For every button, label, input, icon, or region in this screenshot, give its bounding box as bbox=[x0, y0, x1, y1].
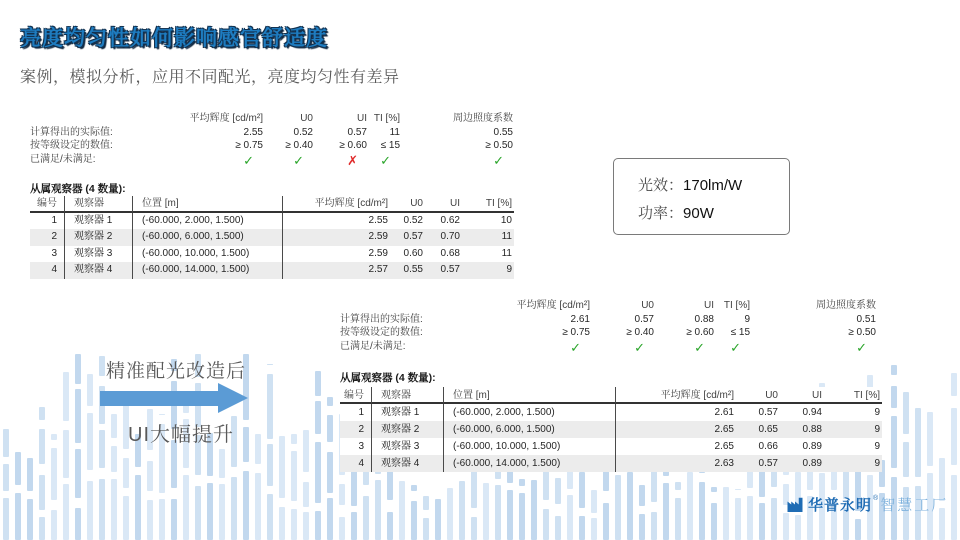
table-cell: 2.65 bbox=[616, 421, 736, 438]
summary-target-value: ≥ 0.60 bbox=[339, 140, 367, 151]
summary-header: 平均辉度 [cd/m²] bbox=[189, 113, 263, 124]
column-header: 平均辉度 [cd/m²] bbox=[616, 387, 736, 404]
summary-row-label: 计算得出的实际值: bbox=[340, 313, 423, 325]
table-cell: (-60.000, 2.000, 1.500) bbox=[444, 404, 616, 421]
table-cell: 0.94 bbox=[802, 407, 822, 418]
arrow-head-icon bbox=[218, 383, 248, 413]
column-header: 观察器 bbox=[65, 196, 133, 213]
table-cell: 0.55 bbox=[390, 262, 425, 279]
table-cell: 0.66 bbox=[758, 441, 778, 452]
cross-icon: ✗ bbox=[347, 152, 358, 168]
page-title: 亮度均匀性如何影响感官舒适度 bbox=[20, 27, 328, 50]
table-cell: 2.55 bbox=[368, 214, 388, 226]
summary-actual-value: 0.51 bbox=[856, 313, 876, 325]
summary-row-label: 按等级设定的数值: bbox=[340, 327, 423, 338]
table-cell: 3 bbox=[30, 246, 65, 263]
check-icon: ✓ bbox=[243, 152, 254, 168]
annotation-bottom-text: UI大幅提升 bbox=[128, 424, 234, 446]
summary-actual-value: 9 bbox=[744, 313, 750, 325]
table-cell: (-60.000, 10.000, 1.500) bbox=[444, 438, 616, 455]
factory-logo-icon bbox=[786, 495, 804, 514]
column-header: TI [%] bbox=[824, 387, 882, 404]
summary-target-value: ≥ 0.40 bbox=[285, 140, 313, 151]
summary-target-value: ≥ 0.60 bbox=[686, 327, 714, 338]
table-cell: (-60.000, 14.000, 1.500) bbox=[444, 455, 616, 472]
table-cell: 3 bbox=[340, 438, 372, 455]
column-header: 位置 [m] bbox=[444, 387, 616, 404]
efficacy-value: 170lm/W bbox=[683, 177, 743, 194]
summary-actual-value: 0.52 bbox=[293, 126, 313, 138]
column-header: UI bbox=[425, 196, 462, 213]
table-cell: 9 bbox=[874, 441, 880, 452]
summary-target-value: ≥ 0.40 bbox=[626, 327, 654, 338]
table-cell: 9 bbox=[874, 407, 880, 418]
check-icon: ✓ bbox=[694, 339, 705, 355]
table-cell: 观察器 2 bbox=[372, 421, 444, 438]
summary-header: 平均辉度 [cd/m²] bbox=[516, 300, 590, 311]
check-icon: ✓ bbox=[493, 152, 504, 168]
table-cell: (-60.000, 14.000, 1.500) bbox=[133, 262, 283, 279]
arrow-icon bbox=[100, 391, 218, 406]
column-header: 平均辉度 [cd/m²] bbox=[283, 196, 390, 213]
table-cell: 0.65 bbox=[736, 421, 780, 438]
table-cell: 2 bbox=[340, 421, 372, 438]
summary-actual-value: 2.61 bbox=[570, 313, 590, 325]
subtitle: 案例，模拟分析，应用不同配光，亮度均匀性有差异 bbox=[20, 69, 400, 86]
table-cell: 观察器 1 bbox=[65, 213, 133, 230]
table-cell: 0.89 bbox=[780, 455, 824, 472]
logo-suffix-text: 智慧工厂 bbox=[880, 497, 949, 514]
table-cell: 9 bbox=[824, 421, 882, 438]
summary-target-value: ≥ 0.75 bbox=[235, 140, 263, 151]
summary-corner bbox=[340, 299, 470, 313]
table-cell: 0.88 bbox=[780, 421, 824, 438]
check-icon: ✓ bbox=[856, 339, 867, 355]
observer-table-title-after: 从属观察器 (4 数量): bbox=[340, 372, 436, 384]
column-header: 编号 bbox=[30, 196, 65, 213]
table-cell: 2.59 bbox=[368, 247, 388, 259]
summary-header: TI [%] bbox=[373, 113, 400, 124]
power-value: 90W bbox=[683, 205, 714, 222]
summary-actual-value: 2.55 bbox=[243, 126, 263, 138]
power-line bbox=[638, 200, 789, 228]
column-header: 位置 [m] bbox=[133, 196, 283, 213]
table-cell: 11 bbox=[501, 247, 512, 259]
check-icon: ✓ bbox=[570, 339, 581, 355]
summary-header: 周边照度系数 bbox=[816, 300, 876, 311]
table-cell: 观察器 2 bbox=[65, 229, 133, 246]
table-cell: 9 bbox=[462, 262, 514, 279]
table-cell: 观察器 4 bbox=[372, 455, 444, 472]
summary-actual-value: 0.57 bbox=[634, 313, 654, 325]
table-cell: 观察器 3 bbox=[65, 246, 133, 263]
table-cell: 0.70 bbox=[425, 229, 462, 246]
summary-actual-value: 11 bbox=[389, 126, 400, 138]
summary-table-before bbox=[30, 112, 513, 166]
summary-actual-value: 0.88 bbox=[694, 313, 714, 325]
table-cell: 2.57 bbox=[283, 262, 390, 279]
table-cell: 9 bbox=[824, 455, 882, 472]
column-header: U0 bbox=[390, 196, 425, 213]
summary-row-label: 计算得出的实际值: bbox=[30, 126, 113, 138]
check-icon: ✓ bbox=[293, 152, 304, 168]
table-cell: 1 bbox=[340, 404, 372, 421]
summary-row-label: 已满足/未满足: bbox=[340, 340, 406, 352]
summary-target-value: ≤ 15 bbox=[380, 140, 400, 151]
table-cell: 0.57 bbox=[425, 262, 462, 279]
table-cell: 观察器 3 bbox=[372, 438, 444, 455]
observer-table-after bbox=[340, 387, 882, 472]
table-cell: 0.57 bbox=[758, 407, 778, 418]
logo-brand-text: 华普永明 bbox=[808, 497, 873, 514]
table-cell: 2.61 bbox=[714, 407, 734, 418]
summary-table-after bbox=[340, 299, 876, 353]
check-icon: ✓ bbox=[634, 339, 645, 355]
table-cell: 0.57 bbox=[390, 229, 425, 246]
table-cell: 1 bbox=[30, 213, 65, 230]
table-cell: 0.52 bbox=[403, 214, 423, 226]
summary-header: U0 bbox=[300, 113, 313, 124]
table-cell: 10 bbox=[500, 214, 512, 226]
table-cell: 2 bbox=[30, 229, 65, 246]
table-cell: (-60.000, 10.000, 1.500) bbox=[133, 246, 283, 263]
observer-table-title-before: 从属观察器 (4 数量): bbox=[30, 183, 126, 195]
summary-row-label: 按等级设定的数值: bbox=[30, 140, 113, 151]
column-header: 观察器 bbox=[372, 387, 444, 404]
summary-actual-value: 0.57 bbox=[347, 126, 367, 138]
observer-table-before bbox=[30, 196, 514, 279]
summary-target-value: ≤ 15 bbox=[730, 327, 750, 338]
summary-header: 周边照度系数 bbox=[453, 113, 513, 124]
efficacy-label: 光效： bbox=[638, 177, 684, 194]
column-header: UI bbox=[780, 387, 824, 404]
table-cell: 0.60 bbox=[403, 247, 423, 259]
column-header: 编号 bbox=[340, 387, 372, 404]
spec-info-box bbox=[613, 158, 790, 235]
column-header: TI [%] bbox=[462, 196, 514, 213]
summary-actual-value: 0.55 bbox=[493, 126, 513, 138]
table-cell: 4 bbox=[30, 262, 65, 279]
check-icon: ✓ bbox=[380, 152, 391, 168]
table-cell: (-60.000, 6.000, 1.500) bbox=[444, 421, 616, 438]
table-cell: 0.62 bbox=[440, 214, 460, 226]
table-cell: (-60.000, 2.000, 1.500) bbox=[133, 213, 283, 230]
annotation-top-text: 精准配光改造后 bbox=[106, 361, 247, 382]
summary-header: TI [%] bbox=[723, 300, 750, 311]
column-header: U0 bbox=[736, 387, 780, 404]
efficacy-line bbox=[638, 172, 789, 200]
table-cell: 0.89 bbox=[802, 441, 822, 452]
summary-target-value: ≥ 0.50 bbox=[485, 140, 513, 151]
table-cell: 4 bbox=[340, 455, 372, 472]
summary-row-label: 已满足/未满足: bbox=[30, 153, 96, 165]
table-cell: 11 bbox=[462, 229, 514, 246]
power-label: 功率： bbox=[638, 205, 684, 222]
summary-corner bbox=[30, 112, 160, 126]
summary-header: UI bbox=[704, 300, 714, 311]
summary-target-value: ≥ 0.75 bbox=[562, 327, 590, 338]
check-icon: ✓ bbox=[730, 339, 741, 355]
table-cell: 2.59 bbox=[283, 229, 390, 246]
table-cell: 0.57 bbox=[736, 455, 780, 472]
summary-header: UI bbox=[357, 113, 367, 124]
table-cell: 2.63 bbox=[616, 455, 736, 472]
table-cell: 0.68 bbox=[440, 247, 460, 259]
table-cell: (-60.000, 6.000, 1.500) bbox=[133, 229, 283, 246]
summary-header: U0 bbox=[641, 300, 654, 311]
table-cell: 观察器 1 bbox=[372, 404, 444, 421]
summary-target-value: ≥ 0.50 bbox=[848, 327, 876, 338]
registered-mark: ® bbox=[873, 495, 879, 502]
table-cell: 2.65 bbox=[714, 441, 734, 452]
table-cell: 观察器 4 bbox=[65, 262, 133, 279]
company-logo bbox=[786, 494, 948, 515]
